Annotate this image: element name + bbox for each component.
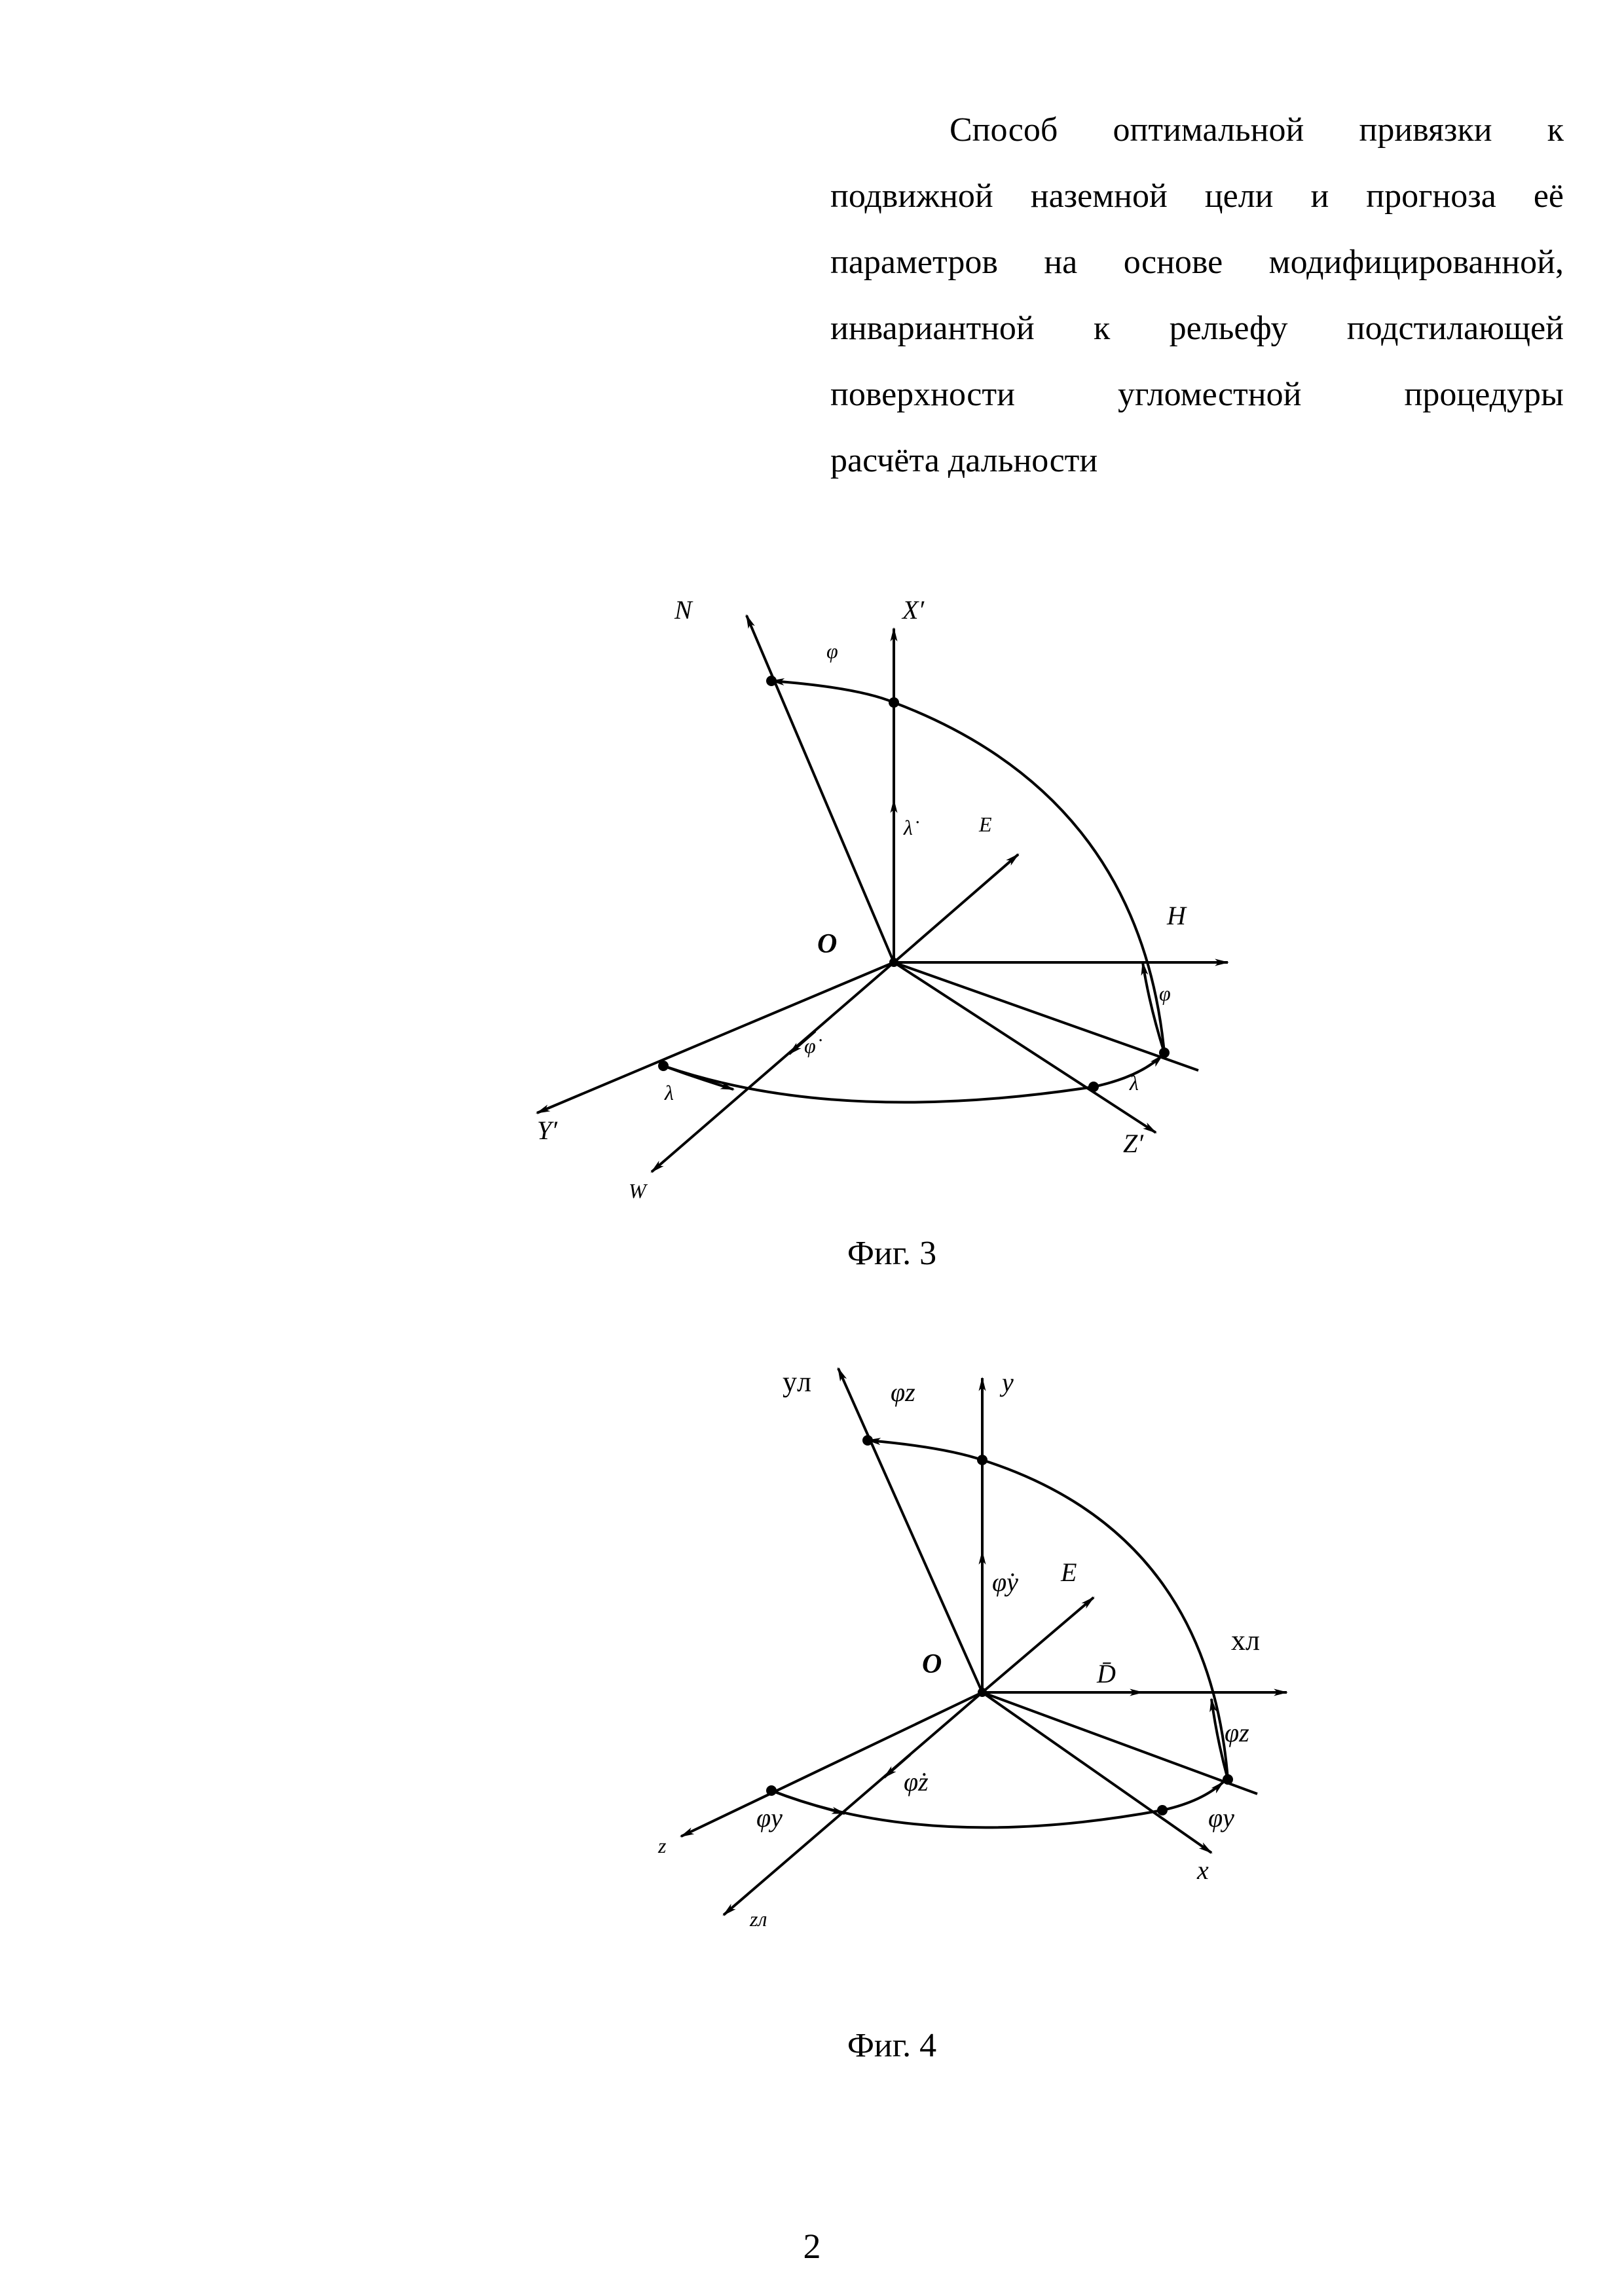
fig4-label-phi-z-top: φz	[891, 1377, 915, 1407]
title-word: подстилающей	[1347, 295, 1564, 361]
fig3-point-Y-arc	[658, 1061, 669, 1071]
title-word: поверхности	[830, 361, 1015, 428]
title-word: параметров	[830, 229, 998, 295]
title-word: подвижной	[830, 163, 993, 229]
fig4-label-phi-z-dot: φ̇z	[904, 1767, 929, 1796]
fig3-axis-N	[747, 615, 894, 962]
fig4-label-zl: zл	[749, 1907, 767, 1931]
fig3-axis-Z	[894, 962, 1156, 1133]
fig4-point-O	[978, 1688, 987, 1697]
fig4-point-slant	[1223, 1774, 1233, 1785]
fig4-label-yl: yл	[783, 1366, 811, 1398]
fig3-axis-W	[652, 962, 894, 1172]
fig4-axis-E	[982, 1597, 1094, 1692]
title-word: к	[1094, 295, 1110, 361]
fig4-label-phi-y-right: φy	[1208, 1803, 1234, 1832]
title-word: привязки	[1359, 97, 1492, 163]
fig3-label-lambda-right: λ	[1129, 1071, 1139, 1095]
fig3-lambda-right-arrow	[1094, 1055, 1162, 1087]
title-word: угломестной	[1118, 361, 1301, 428]
fig4-axis-x	[982, 1692, 1211, 1853]
fig3-label-lambda-dot: λ̇	[903, 816, 919, 839]
fig4-label-phi-y-dot: φ̇y	[992, 1567, 1018, 1597]
fig3-label-Y: Y′	[537, 1116, 558, 1145]
fig3-label-phi-right: φ	[1159, 981, 1171, 1005]
fig4-point-yl-arc	[862, 1435, 873, 1446]
fig3-lower-arc	[663, 1066, 1094, 1102]
fig3-label-X: X′	[901, 595, 925, 625]
fig4-label-D: D̄	[1096, 1659, 1116, 1688]
title-word: оптимальной	[1113, 97, 1304, 163]
title-word: модифицированной,	[1269, 229, 1564, 295]
fig4-point-x-arc	[1157, 1805, 1168, 1815]
fig3-point-slant	[1159, 1048, 1170, 1058]
title-word: рельефу	[1170, 295, 1288, 361]
fig4-axis-yl	[838, 1368, 982, 1692]
title-word: инвариантной	[830, 295, 1035, 361]
title-word: прогноза	[1366, 163, 1496, 229]
fig3-point-O	[889, 958, 898, 967]
title-word: и	[1310, 163, 1329, 229]
title-word: к	[1547, 97, 1564, 163]
fig4-label-x: x	[1196, 1855, 1209, 1885]
page-number: 2	[747, 2226, 877, 2267]
fig3-label-phi-dot: φ̇	[804, 1034, 822, 1057]
fig3-axis-Y	[537, 962, 894, 1113]
title-word: процедуры	[1405, 361, 1564, 428]
figure-3-diagram	[0, 0, 1624, 2296]
title-word: расчёта	[830, 428, 940, 494]
fig4-label-xl: xл	[1231, 1624, 1260, 1656]
fig3-point-X-arc	[889, 697, 899, 708]
fig4-label-z: z	[657, 1834, 667, 1857]
fig4-point-y-arc	[977, 1455, 987, 1465]
fig4-label-E: E	[1060, 1558, 1077, 1587]
fig4-label-y: y	[999, 1368, 1014, 1397]
fig3-label-phi-top: φ	[826, 639, 838, 663]
fig3-label-Z: Z′	[1123, 1129, 1144, 1158]
fig3-lambda-left-arrow	[663, 1066, 733, 1089]
fig3-point-N-arc	[766, 676, 777, 686]
fig3-point-Z-arc	[1088, 1082, 1099, 1092]
fig3-label-N: N	[674, 595, 693, 625]
title-word: на	[1044, 229, 1077, 295]
fig3-axis-E	[894, 854, 1018, 962]
title-word: наземной	[1031, 163, 1168, 229]
figure-3	[0, 0, 1624, 2296]
title-word: цели	[1205, 163, 1274, 229]
fig4-label-O: O	[922, 1649, 942, 1679]
fig3-phi-right-arrow	[1143, 962, 1164, 1053]
title-word: Способ	[950, 97, 1058, 163]
title-word: её	[1534, 163, 1564, 229]
fig3-label-lambda-left: λ	[664, 1081, 674, 1104]
figure-3-caption: Фиг. 3	[761, 1234, 1023, 1273]
title-word: дальности	[948, 428, 1098, 494]
title-word: основе	[1124, 229, 1223, 295]
fig4-point-z-arc	[766, 1785, 777, 1796]
fig3-label-H: H	[1166, 901, 1187, 930]
fig4-label-phi-y-left: φy	[756, 1803, 783, 1832]
fig3-label-E: E	[978, 812, 992, 836]
fig3-label-W: W	[629, 1179, 648, 1203]
fig3-upper-arc	[771, 681, 1164, 1053]
fig4-axis-z	[681, 1692, 982, 1836]
fig4-label-phi-z-right: φz	[1225, 1718, 1249, 1747]
figure-4-caption: Фиг. 4	[761, 2026, 1023, 2065]
fig3-label-O: O	[817, 929, 837, 959]
fig4-upper-arc	[868, 1440, 1228, 1779]
